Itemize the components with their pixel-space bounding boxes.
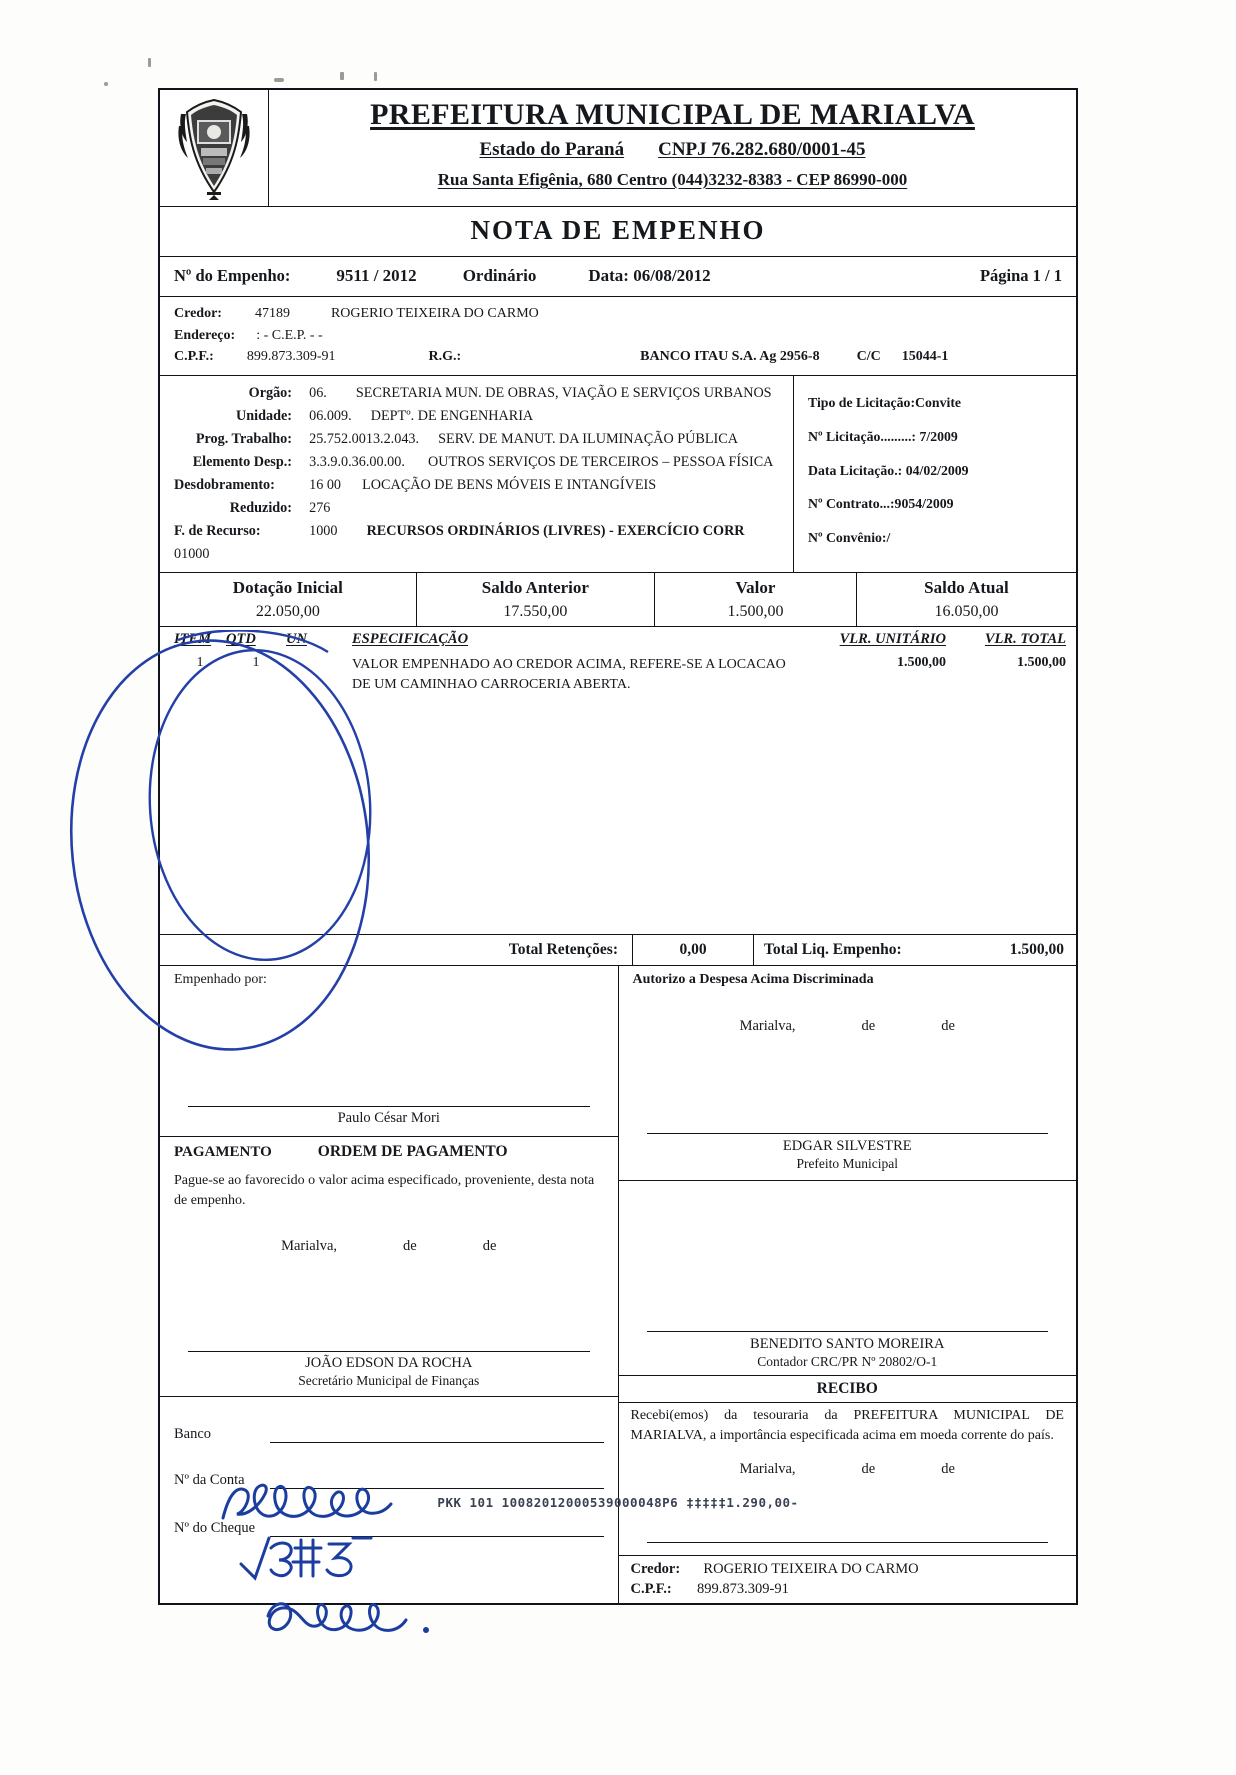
programa-label: Prog. Trabalho: [195, 431, 292, 448]
dotacao-value-atual: 16.050,00 [934, 603, 999, 621]
items-header-un: UN [286, 631, 307, 648]
orgao-name: SECRETARIA MUN. DE OBRAS, VIAÇÃO E SERVIÇOS URBANOS [355, 385, 772, 402]
secretario-cargo: Secretário Municipal de Finanças [298, 1373, 480, 1389]
dotacao-values-row [160, 601, 1076, 627]
cpf-row [174, 346, 1062, 368]
pagamento-city-line [160, 1210, 618, 1255]
dotacao-value-anterior: 17.550,00 [417, 601, 655, 626]
autorizo-block [619, 966, 1077, 1133]
pagamento-text: Pague-se ao favorecido o valor acima especificado, proveniente, desta nota de empenho. [174, 1173, 595, 1208]
cnpj-value: CNPJ 76.282.680/0001-45 [658, 139, 866, 160]
recibo-credor-block [619, 1555, 1077, 1603]
licitacao-data: Data Licitação.: 04/02/2009 [808, 462, 969, 478]
prefeito-cargo: Prefeito Municipal [796, 1156, 899, 1172]
recibo-credor-nome: ROGERIO TEIXEIRA DO CARMO [703, 1560, 919, 1577]
conta-label: Nº da Conta [174, 1472, 245, 1489]
footer-barcode-text: PKK 101 10082012000539000048P6 ‡‡‡‡‡1.290,00- [437, 1495, 799, 1510]
licitacao-convenio: Nº Convênio:/ [808, 530, 891, 546]
licitacao-contrato: Nº Contrato...:9054/2009 [808, 496, 954, 512]
reduzido-value: 276 [309, 500, 331, 517]
reduzido-label: Reduzido: [229, 500, 292, 517]
items-body [160, 652, 1076, 935]
item-unit [286, 655, 352, 696]
programa-name: SERV. DE MANUT. DA ILUMINAÇÃO PÚBLICA [438, 431, 738, 448]
scan-speck [374, 72, 377, 81]
item-qty: 1 [252, 655, 260, 671]
conta-input[interactable] [270, 1464, 604, 1489]
recibo-de-1: de [861, 1460, 876, 1477]
pagamento-title: PAGAMENTO [174, 1144, 272, 1161]
autorizo-de-1: de [861, 1018, 876, 1035]
desdobramento-row [174, 474, 783, 497]
items-header-row [160, 627, 1076, 652]
elemento-row [174, 451, 783, 474]
autorizo-label: Autorizo a Despesa Acima Discriminada [632, 972, 874, 988]
dotacao-header-valor: Valor [655, 573, 857, 601]
cc-value: 15044-1 [901, 349, 949, 365]
recibo-city: Marialva, [739, 1460, 796, 1477]
address-row [174, 325, 1062, 347]
elemento-label: Elemento Desp.: [192, 454, 292, 471]
document-header [160, 90, 1076, 207]
item-total-value: 1.500,00 [1017, 655, 1066, 671]
state-cnpj-line [277, 139, 1068, 161]
table-row [160, 652, 1076, 696]
items-header-total-value: VLR. TOTAL [984, 631, 1066, 648]
document-type-title: NOTA DE EMPENHO [160, 207, 1076, 257]
banco-row [160, 1397, 618, 1443]
address-value: : - C.E.P. - - [256, 327, 323, 343]
empenho-label: Nº do Empenho: [174, 266, 291, 285]
dotacao-header-row [160, 573, 1076, 601]
header-text [269, 90, 1076, 206]
empenhado-por-label: Empenhado por: [174, 972, 267, 988]
crest-cell [160, 90, 269, 206]
scan-speck [340, 72, 344, 80]
contador-space [619, 1180, 1077, 1331]
autorizo-city-line [633, 988, 1063, 1035]
cheque-label: Nº do Cheque [174, 1520, 256, 1537]
scan-speck [148, 58, 151, 67]
unidade-code: 06.009. [309, 408, 352, 425]
creditor-block [160, 297, 1076, 376]
creditor-row [174, 303, 1062, 325]
prefeito-nome: EDGAR SILVESTRE [782, 1138, 912, 1155]
items-header-espec: ESPECIFICAÇÃO [352, 631, 469, 648]
budget-classification-block [160, 376, 1076, 573]
dotacao-value-inicial: 22.050,00 [160, 601, 417, 626]
item-number: 1 [196, 655, 204, 671]
cc-label: C/C [856, 349, 881, 365]
banco-input[interactable] [270, 1418, 604, 1443]
creditor-code: 47189 [254, 306, 290, 321]
recibo-title: RECIBO [619, 1375, 1077, 1402]
empenhado-nome: Paulo César Mori [337, 1110, 440, 1127]
secretario-nome: JOÃO EDSON DA ROCHA [305, 1355, 473, 1372]
recibo-text: Recebi(emos) da tesouraria da PREFEITURA MUNICIPAL DE MARIALVA, a importância especificada acima em moeda corrente do país. [619, 1402, 1077, 1447]
retencoes-value: 0,00 [633, 935, 754, 965]
pagamento-block [160, 1136, 618, 1396]
conta-row [160, 1443, 618, 1489]
totals-row [160, 935, 1076, 966]
item-unit-value: 1.500,00 [897, 655, 946, 671]
retencoes-label: Total Retenções: [160, 935, 633, 965]
recibo-credor-row [631, 1561, 1077, 1578]
empenho-summary-row [160, 257, 1076, 297]
item-description: VALOR EMPENHADO AO CREDOR ACIMA, REFERE-SE A LOCACAO DE UM CAMINHAO CARROCERIA ABERTA. [352, 657, 786, 693]
dotacao-header-anterior: Saldo Anterior [417, 573, 655, 601]
rg-label: R.G.: [428, 349, 462, 365]
items-header-qtd: QTD [226, 631, 256, 648]
dotacao-header-atual: Saldo Atual [924, 578, 1009, 598]
empenho-document [158, 88, 1078, 1605]
recibo-city-line [619, 1447, 1077, 1478]
items-header-unit-value: VLR. UNITÁRIO [839, 631, 946, 648]
empenho-kind: Ordinário [462, 266, 537, 285]
programa-row [174, 428, 783, 451]
contador-nome: BENEDITO SANTO MOREIRA [750, 1336, 945, 1353]
pagamento-city: Marialva, [281, 1238, 338, 1255]
licitacao-tipo: Tipo de Licitação:Convite [808, 395, 962, 411]
recurso-name: RECURSOS ORDINÁRIOS (LIVRES) - EXERCÍCIO CORR [366, 523, 745, 540]
items-header-item: ITEM [174, 631, 212, 648]
recibo-cpf-row [631, 1578, 1077, 1598]
city-hall-title: PREFEITURA MUNICIPAL DE MARIALVA [370, 98, 975, 131]
orgao-code: 06. [309, 385, 327, 402]
orgao-label: Orgão: [248, 385, 292, 402]
empenhado-por-block [160, 966, 618, 1106]
recurso-right-code: 01000 [174, 546, 210, 563]
recurso-code: 1000 [309, 523, 338, 540]
liquido-label: Total Liq. Empenho: [764, 941, 902, 959]
unidade-row [174, 405, 783, 428]
pagamento-de-1: de [403, 1238, 417, 1255]
cpf-value: 899.873.309-91 [246, 349, 336, 365]
orgao-row [174, 382, 783, 405]
unidade-name: DEPTº. DE ENGENHARIA [370, 408, 534, 425]
dotacao-header-inicial: Dotação Inicial [160, 573, 417, 601]
ordem-pagamento-title: ORDEM DE PAGAMENTO [317, 1143, 508, 1161]
elemento-name: OUTROS SERVIÇOS DE TERCEIROS – PESSOA FÍSICA [427, 454, 774, 471]
creditor-label: Credor: [174, 306, 222, 321]
state-name: Estado do Paraná [479, 139, 625, 160]
recibo-credor-label: Credor: [630, 1560, 681, 1577]
autorizo-city: Marialva, [739, 1018, 796, 1035]
elemento-code: 3.3.9.0.36.00.00. [309, 454, 405, 471]
address-line: Rua Santa Efigênia, 680 Centro (044)3232-8383 - CEP 86990-000 [437, 170, 908, 189]
desdobramento-code: 16 00 [309, 477, 342, 494]
bank-info: BANCO ITAU S.A. Ag 2956-8 [640, 349, 820, 365]
empenho-number: 9511 / 2012 [336, 266, 417, 285]
licitacao-numero: Nº Licitação.........: 7/2009 [808, 428, 958, 444]
recibo-de-2: de [941, 1460, 955, 1477]
licitacao-column [794, 376, 1076, 572]
bank-fields-block [160, 1396, 618, 1547]
recibo-cpf-label: C.P.F.: [630, 1580, 672, 1597]
coat-of-arms-icon [177, 96, 251, 200]
page-indicator: Página 1 / 1 [979, 266, 1062, 285]
scan-speck [104, 82, 108, 86]
liquido-value: 1.500,00 [1009, 941, 1064, 959]
desdobramento-name: LOCAÇÃO DE BENS MÓVEIS E INTANGÍVEIS [362, 477, 657, 494]
reduzido-row [174, 497, 783, 520]
scan-speck [274, 78, 284, 82]
cheque-input[interactable] [270, 1512, 604, 1537]
desdobramento-label: Desdobramento: [174, 477, 275, 494]
address-label: Endereço: [174, 327, 236, 343]
recurso-label: F. de Recurso: [174, 523, 261, 540]
pagamento-de-2: de [482, 1238, 497, 1255]
contador-cargo: Contador CRC/PR Nº 20802/O-1 [757, 1354, 938, 1370]
programa-code: 25.752.0013.2.043. [309, 431, 420, 448]
org-column [160, 376, 794, 572]
recibo-cpf-value: 899.873.309-91 [696, 1580, 789, 1597]
autorizo-de-2: de [941, 1018, 955, 1035]
banco-label: Banco [174, 1426, 212, 1443]
unidade-label: Unidade: [236, 408, 292, 425]
creditor-name: ROGERIO TEIXEIRA DO CARMO [330, 306, 539, 321]
cpf-label: C.P.F.: [174, 349, 214, 365]
dotacao-value-valor: 1.500,00 [655, 601, 857, 626]
empenho-date: Data: 06/08/2012 [588, 266, 711, 285]
recurso-row [174, 520, 783, 566]
